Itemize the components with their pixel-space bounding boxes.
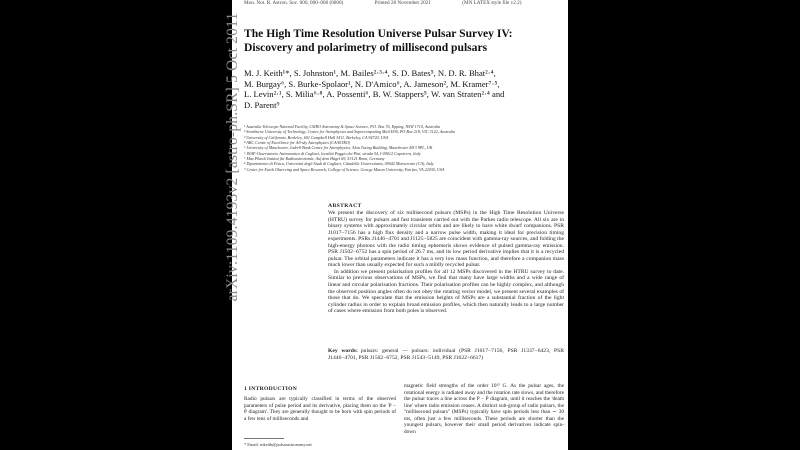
author-line: L. Levin²·¹, S. Milia⁶·⁸, A. Possenti⁶, B. W. Stappers⁵, W. van Straten²·⁴ and (244, 89, 505, 100)
footnote-rule (244, 438, 284, 439)
keywords (328, 348, 564, 361)
affiliations (244, 124, 564, 172)
title-line: The High Time Resolution Universe Pulsar Survey IV: (244, 27, 513, 40)
printed-date: Printed 28 November 2021 (374, 0, 431, 6)
author-list (244, 68, 560, 110)
paper-title (244, 27, 564, 54)
affiliation: ⁴ ARC Centre of Excellence for All-sky Astrophysics (CAASTRO) (244, 140, 351, 146)
affiliation: ⁷ Max Planck Institut für Radioastronomie, Auf dem Hügel 69, 53121 Bonn, Germany (244, 156, 385, 162)
affiliation: ⁸ Dipartimento di Fisica, Università degli Studi di Cagliari, Cittadella Universitaria, 09042 Monserrato (CA), Italy (244, 161, 434, 167)
author-line: M. Burgay⁶, S. Burke-Spolaor¹, N. D'Amico⁶, A. Jameson², M. Kramer⁷·⁵, (244, 78, 500, 89)
abstract-paragraph: We present the discovery of six millisecond pulsars (MSPs) in the High Time Resolution Universe (HTRU) survey for pulsars and fast transients carried out with the Parkes radio telescope. All six are in binary systems with approximately circular orbits and are likely to have white dwarf companions. PSR J1017−7156 has a high flux density and a narrow pulse width, making it ideal for precision timing experiments. PSRs J1446−4701 and J1125−5825 are coincident with gamma-ray sources, and folding the high-energy photons with the radio timing ephemeris shows evidence of pulsed gamma-ray emission. PSR J1502−6752 has a spin period of 26.7 ms, and its low period derivative implies that it is a recycled pulsar. The orbital parameters indicate it has a very low mass function, and therefore a companion mass much lower than usually expected for such a mildly recycled pulsar. (328, 210, 564, 269)
arxiv-stamp: arXiv:1109.4193v2 [astro-ph.SR] 5 Oct 2011 (224, 12, 241, 302)
paper-page (224, 0, 568, 450)
affiliation: ⁵ University of Manchester, Jodrell Bank Centre for Astrophysics, Alan Turing Building, Manchester M13 9PL, UK (244, 145, 433, 151)
affiliation: ⁶ INAF-Osservatorio Astronomico di Cagliari, localitá Poggio dei Pini, strada 54, I-09012 Capoterra, Italy (244, 150, 421, 156)
abstract-heading: ABSTRACT (328, 203, 362, 209)
affiliation: ³ University of California, Berkeley, 601 Campbell Hall 3411, Berkeley, CA 94720, USA (244, 134, 389, 140)
keywords-text: pulsars: general — pulsars: individual (PSR J1017−7156, PSR J1337−6423, PSR J1446−4701, PSR J1502−6752, PSR J1543−5149, PSR J1622−6617) (328, 348, 564, 361)
affiliation: ¹ Australia Telescope National Facility, CSIRO Astronomy & Space Science, P.O. Box 76, Epping, NSW 1710, Australia (244, 124, 441, 129)
section-heading: 1 INTRODUCTION (244, 386, 298, 392)
affiliation: ² Swinburne University of Technology, Centre for Astrophysics and Supercomputing Mail H30, PO Box 218, VIC 3122, Australia (244, 129, 455, 135)
footnote: * Email: mkeith@pulsarastronomy.net (244, 442, 312, 447)
affiliation: ⁹ Center for Earth Observing and Space Research, College of Science, George Mason University, Fairfax, VA 22030, USA (244, 166, 445, 172)
keywords-label: Key words: (328, 348, 358, 354)
running-head (244, 0, 564, 6)
abstract-body (328, 210, 564, 315)
author-line: D. Parent⁹ (244, 99, 280, 110)
intro-column-right: magnetic field strengths of the order 10¹² G. As the pulsar ages, the rotational energy is radiated away and the rotation rate slows, and therefore the pulsar traces a line across the P − Ṗ diagram, until it reaches the 'death line' where radio emission ceases. A distinct sub-group of radio pulsars, the "millisecond pulsars" (MSPs) typically have spin periods less than ∼ 30 ms, often just a few milliseconds. These periods are shorter than the youngest pulsars, however their small period derivatives indicate spin-down (404, 383, 564, 435)
abstract-paragraph: In addition we present polarisation profiles for all 12 MSPs discovered in the HTRU survey to date. Similar to previous observations of MSPs, we find that many have large widths and a wide range of linear and circular polarisation fractions. Their polarisation profiles can be highly complex, and although the observed position angles often do not obey the rotating vector model, we present several examples of those that do. We speculate that the emission heights of MSPs are a substantial fraction of the light cylinder radius in order to explain broad emission profiles, which then naturally leads to a large number of cases where emission from both poles is observed. (328, 268, 564, 315)
journal-ref: Mon. Not. R. Astron. Soc. 000, 000–000 (0000) (244, 0, 344, 6)
author-line: M. J. Keith¹*, S. Johnston¹, M. Bailes²·³·⁴, S. D. Bates⁵, N. D. R. Bhat²·⁴, (244, 68, 496, 78)
title-line: Discovery and polarimetry of millisecond pulsars (244, 40, 488, 54)
intro-column-left: Radio pulsars are typically classified in terms of the observed parameters of pulse period and its derivative, placing them on the 'P − Ṗ diagram'. They are generally thought to be born with spin periods of a few tens of milliseconds and (244, 396, 396, 422)
style-file: (MN LATEX style file v2.2) (462, 0, 522, 6)
